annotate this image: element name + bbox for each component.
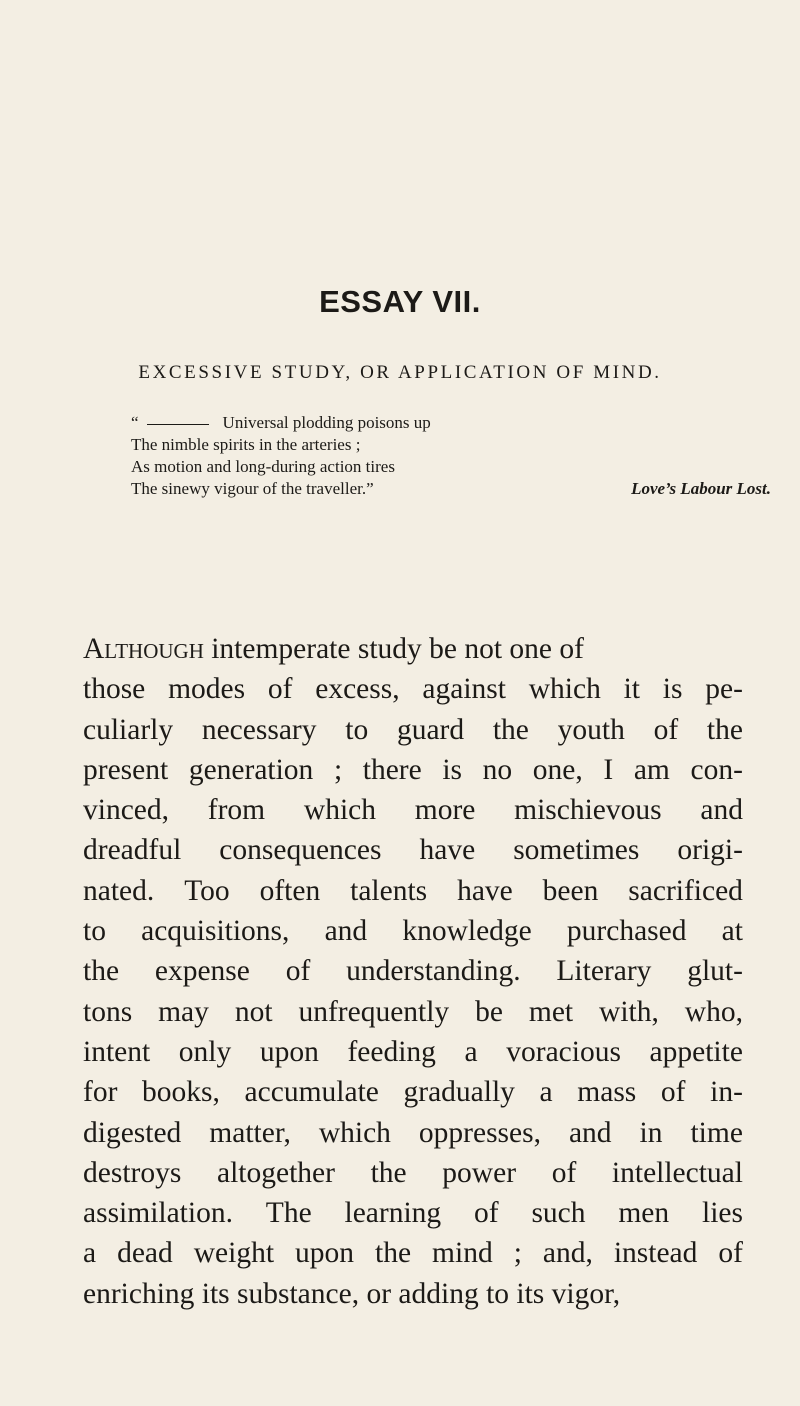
- body-word: upon: [295, 1237, 355, 1270]
- body-word: instead: [613, 1237, 698, 1270]
- body-word: ;: [513, 1237, 522, 1270]
- body-paragraph: [83, 629, 743, 1314]
- epigraph-open-quote: “: [131, 413, 139, 432]
- body-word: modes: [168, 673, 246, 706]
- body-word: matter,: [209, 1116, 291, 1149]
- body-word: destroys: [83, 1156, 182, 1189]
- body-word: talents: [350, 874, 428, 907]
- body-word: feeding: [347, 1035, 436, 1068]
- body-word: necessary: [201, 713, 317, 746]
- epigraph-dash: [147, 424, 209, 425]
- body-word: I: [603, 753, 614, 786]
- body-word: appetite: [649, 1035, 743, 1068]
- body-line: [83, 871, 743, 911]
- body-word: of: [267, 673, 293, 706]
- body-word: culiarly: [83, 713, 174, 746]
- body-word: and,: [542, 1237, 593, 1270]
- body-word: lies: [702, 1197, 743, 1230]
- body-line: [83, 629, 743, 669]
- body-word: to: [345, 713, 369, 746]
- body-line-text: [83, 629, 584, 669]
- body-word: been: [542, 874, 599, 907]
- body-word: weight: [193, 1237, 275, 1270]
- body-word: time: [690, 1116, 743, 1149]
- body-word: intent: [83, 1035, 151, 1068]
- body-word: nated.: [83, 874, 155, 907]
- body-line: [83, 669, 743, 709]
- body-line: [83, 1233, 743, 1273]
- body-word: Too: [184, 874, 230, 907]
- body-word: power: [442, 1156, 517, 1189]
- body-word: is: [662, 673, 683, 706]
- body-word: vinced,: [83, 794, 170, 827]
- body-word: dreadful: [83, 834, 182, 867]
- body-word: Literary: [556, 955, 652, 988]
- body-word: the: [83, 955, 120, 988]
- body-line: [83, 710, 743, 750]
- body-word: tons: [83, 995, 133, 1028]
- body-word: such: [531, 1197, 586, 1230]
- opening-word: Although: [83, 633, 204, 665]
- body-word: upon: [259, 1035, 319, 1068]
- body-word: the: [370, 1156, 407, 1189]
- body-word: unfrequently: [298, 995, 450, 1028]
- body-word: against: [422, 673, 506, 706]
- body-word: which: [528, 673, 601, 706]
- body-line: [83, 1032, 743, 1072]
- body-word: the: [706, 713, 743, 746]
- body-word: of: [718, 1237, 743, 1270]
- body-word: met: [528, 995, 574, 1028]
- epigraph-line-text: The sinewy vigour of the traveller.”: [131, 479, 374, 498]
- body-word: in: [639, 1116, 663, 1149]
- body-word: glut-: [687, 955, 743, 988]
- epigraph-line: The nimble spirits in the arteries ;: [131, 435, 361, 454]
- body-line: [83, 951, 743, 991]
- body-word: of: [551, 1156, 577, 1189]
- body-word: one,: [532, 753, 583, 786]
- body-word: ;: [333, 753, 343, 786]
- essay-title: ESSAY VII.: [319, 284, 481, 319]
- epigraph-line: [131, 412, 771, 434]
- body-word: knowledge: [402, 915, 532, 948]
- body-line: [83, 1193, 743, 1233]
- body-word: there: [362, 753, 422, 786]
- epigraph-line-text: Universal plodding poisons up: [222, 413, 431, 432]
- body-line-rest: intemperate study be not one of: [203, 633, 584, 665]
- body-word: is: [442, 753, 463, 786]
- body-word: for: [83, 1076, 118, 1109]
- body-word: the: [492, 713, 529, 746]
- epigraph-last-line: [131, 478, 771, 500]
- body-word: may: [158, 995, 209, 1028]
- body-word: expense: [154, 955, 250, 988]
- body-word: dead: [117, 1237, 173, 1270]
- body-word: of: [653, 713, 679, 746]
- body-word: learning: [344, 1197, 442, 1230]
- body-word: mass: [577, 1076, 637, 1109]
- body-word: accumulate: [244, 1076, 379, 1109]
- body-word: not: [234, 995, 273, 1028]
- body-word: only: [178, 1035, 232, 1068]
- epigraph: [131, 412, 771, 500]
- body-word: mischievous: [514, 794, 662, 827]
- body-word: to: [83, 915, 106, 948]
- body-word: who,: [684, 995, 743, 1028]
- body-word: assimilation.: [83, 1197, 233, 1230]
- body-word: often: [259, 874, 321, 907]
- body-word: generation: [188, 753, 314, 786]
- epigraph-attribution: Love’s Labour Lost.: [631, 479, 771, 498]
- body-word: have: [457, 874, 513, 907]
- body-word: The: [265, 1197, 312, 1230]
- body-word: am: [633, 753, 670, 786]
- body-word: origi-: [677, 834, 743, 867]
- body-line: [83, 1113, 743, 1153]
- body-word: voracious: [506, 1035, 621, 1068]
- body-word: of: [285, 955, 311, 988]
- body-word: purchased: [566, 915, 687, 948]
- body-line: [83, 1072, 743, 1112]
- body-word: a: [83, 1237, 97, 1270]
- body-word: which: [303, 794, 376, 827]
- body-word: gradually: [403, 1076, 515, 1109]
- body-word: men: [618, 1197, 670, 1230]
- body-word: sometimes: [513, 834, 640, 867]
- body-word: from: [207, 794, 266, 827]
- body-word: be: [475, 995, 503, 1028]
- body-word: a: [539, 1076, 553, 1109]
- body-word: youth: [557, 713, 625, 746]
- body-word: guard: [396, 713, 465, 746]
- body-word: understanding.: [346, 955, 521, 988]
- body-word: mind: [432, 1237, 493, 1270]
- body-word: sacrificed: [628, 874, 743, 907]
- body-word: and: [324, 915, 368, 948]
- body-word: the: [375, 1237, 412, 1270]
- body-line: [83, 1153, 743, 1193]
- body-word: books,: [142, 1076, 220, 1109]
- body-word: of: [660, 1076, 686, 1109]
- body-word: pe-: [705, 673, 743, 706]
- body-word: which: [318, 1116, 391, 1149]
- essay-subtitle: EXCESSIVE STUDY, OR APPLICATION OF MIND.: [138, 362, 662, 383]
- body-word: it: [623, 673, 641, 706]
- epigraph-line: As motion and long-during action tires: [131, 457, 395, 476]
- body-word: in-: [710, 1076, 743, 1109]
- body-word: altogether: [216, 1156, 335, 1189]
- body-word: more: [414, 794, 476, 827]
- body-word: consequences: [219, 834, 382, 867]
- body-word: of: [474, 1197, 499, 1230]
- body-word: with,: [599, 995, 659, 1028]
- body-word: acquisitions,: [141, 915, 290, 948]
- body-word: and: [700, 794, 743, 827]
- body-line: enriching its substance, or adding to its vigor,: [83, 1277, 621, 1310]
- body-line: [83, 911, 743, 951]
- body-word: no: [482, 753, 513, 786]
- body-word: present: [83, 753, 169, 786]
- body-word: and: [568, 1116, 612, 1149]
- body-word: digested: [83, 1116, 182, 1149]
- body-word: a: [464, 1035, 478, 1068]
- body-line: [83, 830, 743, 870]
- body-word: at: [721, 915, 743, 948]
- body-line: [83, 750, 743, 790]
- body-line: [83, 992, 743, 1032]
- body-word: con-: [690, 753, 743, 786]
- body-line: [83, 790, 743, 830]
- body-word: have: [419, 834, 476, 867]
- body-word: intellectual: [611, 1156, 743, 1189]
- body-word: excess,: [315, 673, 400, 706]
- body-word: oppresses,: [418, 1116, 541, 1149]
- body-word: those: [83, 673, 146, 706]
